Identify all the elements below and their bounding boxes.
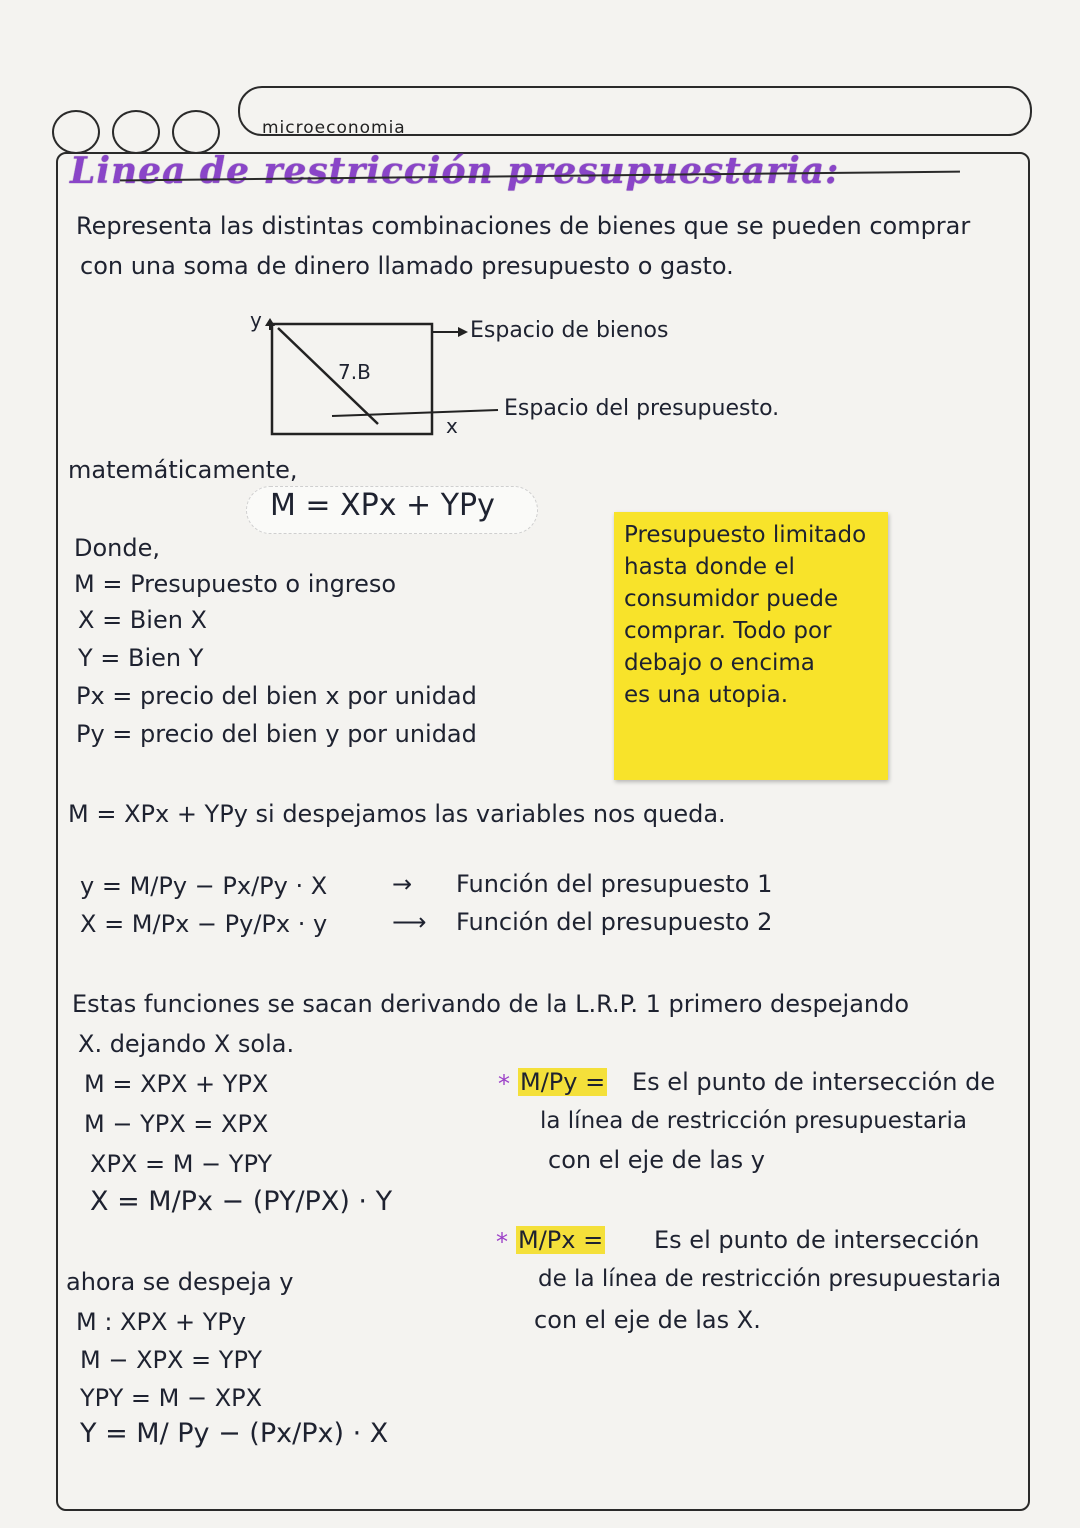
step-y-final: Y = M/ Py − (Px/Px) · X [80,1418,389,1449]
page-title: Linea de restricción presupuestaria: [70,150,840,192]
sticky-line: hasta donde el [624,554,795,580]
function-1-label: Función del presupuesto 1 [456,870,773,898]
intro-line-2: con una soma de dinero llamado presupuesto o gasto. [80,252,734,280]
diagram-annotation-bottom: Espacio del presupuesto. [504,396,780,421]
step-x: M − YPX = XPX [84,1110,269,1138]
header-tab-label: microeconomia [262,118,406,138]
sticky-line: Presupuesto limitado [624,522,867,548]
donde-item: X = Bien X [78,606,207,634]
donde-item: Px = precio del bien x por unidad [76,682,477,710]
intro-line-1: Representa las distintas combinaciones de bienes que se pueden comprar [76,212,971,240]
note-2-line-3: con el eje de las X. [534,1306,761,1334]
note-1-line-1: Es el punto de intersección de [632,1068,996,1096]
despeje-line: M = XPx + YPy si despejamos las variables nos queda. [68,800,726,828]
derivation-line-2: X. dejando X sola. [78,1030,295,1058]
donde-item: M = Presupuesto o ingreso [74,570,397,598]
note-2-key: M/Px = [518,1226,604,1254]
function-1-arrow: → [392,870,413,898]
top-arrow-head [458,327,468,337]
donde-heading: Donde, [74,534,161,562]
note-1-line-2: la línea de restricción presupuestaria [540,1108,967,1134]
main-formula: M = XPx + YPy [270,488,495,523]
note-2-line-2: de la línea de restricción presupuestaria [538,1266,1002,1292]
donde-item: Y = Bien Y [78,644,204,672]
diagram-y-label: y [250,308,262,332]
step-y: M − XPX = YPY [80,1346,263,1374]
function-2-label: Función del presupuesto 2 [456,908,773,936]
function-2-formula: X = M/Px − Py/Px · y [80,910,328,938]
sticky-line: debajo o encima [624,650,815,676]
note-1-star: * [498,1070,510,1098]
sticky-note [614,512,888,780]
ahora-line: ahora se despeja y [66,1268,294,1296]
step-x: XPX = M − YPY [90,1150,273,1178]
diagram-center-label: 7.B [338,360,371,384]
sticky-line: comprar. Todo por [624,618,832,644]
math-label: matemáticamente, [68,456,298,484]
derivation-line-1: Estas funciones se sacan derivando de la L.R.P. 1 primero despejando [72,990,910,1018]
y-axis-arrow [265,318,275,326]
note-1-line-3: con el eje de las y [548,1146,765,1174]
note-2-line-1: Es el punto de intersección [654,1226,980,1254]
step-y: M : XPX + YPy [76,1308,247,1336]
x-axis-line [332,410,498,416]
donde-item: Py = precio del bien y por unidad [76,720,477,748]
step-x: M = XPX + YPX [84,1070,269,1098]
sticky-line: es una utopia. [624,682,789,708]
sticky-line: consumidor puede [624,586,839,612]
note-1-key: M/Py = [520,1068,606,1096]
note-2-star: * [496,1228,508,1256]
step-y: YPY = M − XPX [80,1384,263,1412]
function-2-arrow: ⟶ [392,908,427,936]
diagram-annotation-top: Espacio de bienos [470,318,669,343]
diagram-x-label: x [446,414,458,438]
step-x-final: X = M/Px − (PY/PX) · Y [90,1186,393,1217]
function-1-formula: y = M/Py − Px/Py · X [80,872,328,900]
